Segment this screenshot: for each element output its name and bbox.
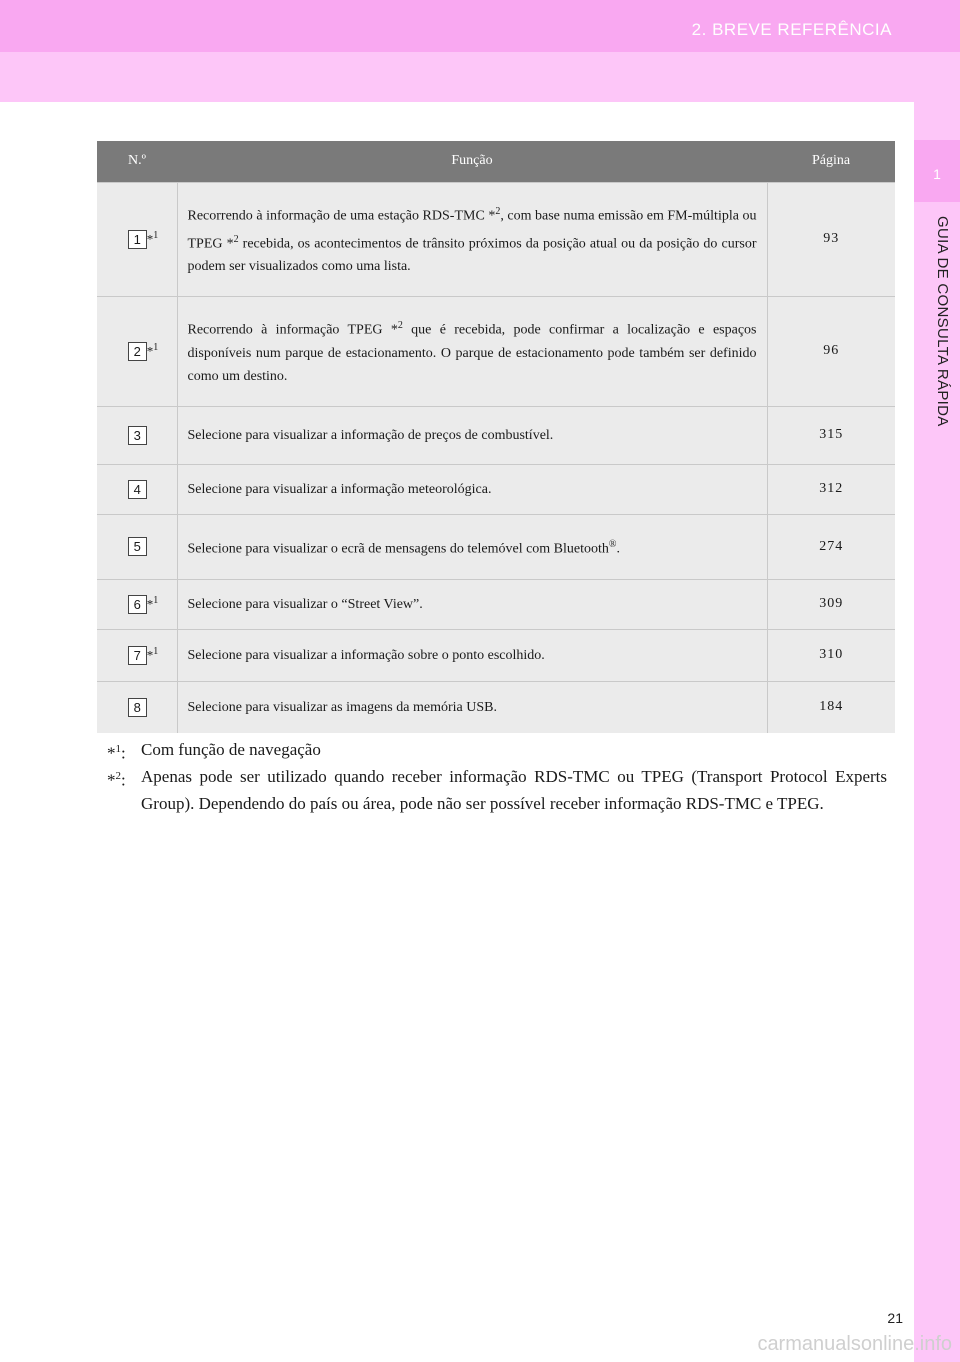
- row-number-cell: [97, 681, 177, 733]
- page-ref: 184: [767, 681, 895, 733]
- function-cell: Selecione para visualizar a informação sobre o ponto escolhido.: [177, 629, 767, 681]
- header-page: Página: [767, 141, 895, 182]
- function-cell: Selecione para visualizar a informação de preços de combustível.: [177, 406, 767, 464]
- table-header-row: [97, 141, 895, 182]
- page-ref: 93: [767, 182, 895, 296]
- callout-number: 3: [128, 426, 147, 445]
- header-function: Função: [177, 141, 767, 182]
- row-number-cell: [97, 296, 177, 406]
- footnote-item: [107, 763, 887, 817]
- callout-number: 4: [128, 480, 147, 499]
- function-cell: Recorrendo à informação de uma estação RDS-TMC *$^2$, com base numa emissão em FM-múltipla ou TPEG *$^2$ recebida, os acontecimentos de trânsito próximos da posição atual ou da posição do cursor podem ser visualizados como uma lista.: [177, 182, 767, 296]
- row-number-cell: [97, 182, 177, 296]
- header-subband: [0, 52, 960, 102]
- callout-number: 6: [128, 595, 147, 614]
- page-ref: 315: [767, 406, 895, 464]
- footnote-ref: *$^1$: [146, 595, 159, 612]
- row-number-cell: [97, 579, 177, 629]
- row-number-cell: [97, 406, 177, 464]
- footnote-text: Apenas pode ser utilizado quando receber informação RDS-TMC ou TPEG (Transport Protocol Experts Group). Dependendo do país ou área, pode não ser possível receber informação RDS-TMC e TPEG.: [141, 767, 887, 813]
- page-ref: 309: [767, 579, 895, 629]
- function-cell: Selecione para visualizar a informação meteorológica.: [177, 464, 767, 514]
- table-row: [97, 406, 895, 464]
- function-cell: Selecione para visualizar as imagens da memória USB.: [177, 681, 767, 733]
- watermark: carmanualsonline.info: [757, 1333, 952, 1355]
- page-ref: 310: [767, 629, 895, 681]
- footnote-item: [107, 736, 887, 763]
- footnote-ref: *$^1$: [146, 230, 159, 247]
- callout-number: 5: [128, 537, 147, 556]
- footnote-mark: *$^1$:: [107, 743, 126, 763]
- function-cell: Recorrendo à informação TPEG *$^2$ que é recebida, pode confirmar a localização e espaços disponíveis num parque de estacionamento. O parque de estacionamento pode também ser definido como um destino.: [177, 296, 767, 406]
- footnote-ref: *$^1$: [146, 646, 159, 663]
- page-number: 21: [887, 1310, 903, 1326]
- function-cell: Selecione para visualizar o “Street View”.: [177, 579, 767, 629]
- reference-table: [97, 141, 895, 733]
- table-row: [97, 464, 895, 514]
- footnotes: [107, 736, 887, 817]
- section-title: 2. BREVE REFERÊNCIA: [691, 20, 892, 39]
- table-row: [97, 579, 895, 629]
- row-number-cell: [97, 514, 177, 579]
- callout-number: 7: [128, 646, 147, 665]
- callout-number: 2: [128, 342, 147, 361]
- page-ref: 312: [767, 464, 895, 514]
- page-ref: 96: [767, 296, 895, 406]
- page-ref: 274: [767, 514, 895, 579]
- row-number-cell: [97, 629, 177, 681]
- function-cell: Selecione para visualizar o ecrã de mensagens do telemóvel com Bluetooth®.: [177, 514, 767, 579]
- table-row: [97, 629, 895, 681]
- chapter-number: 1: [933, 166, 941, 182]
- table-row: [97, 514, 895, 579]
- callout-number: 8: [128, 698, 147, 717]
- chapter-title: GUIA DE CONSULTA RÁPIDA: [934, 216, 951, 427]
- table-row: [97, 182, 895, 296]
- callout-number: 1: [128, 230, 147, 249]
- table-row: [97, 296, 895, 406]
- table-row: [97, 681, 895, 733]
- row-number-cell: [97, 464, 177, 514]
- footnote-ref: *$^1$: [146, 342, 159, 359]
- footnote-text: Com função de navegação: [141, 740, 321, 759]
- footnote-mark: *$^2$:: [107, 770, 126, 790]
- header-no: N.º: [97, 141, 177, 182]
